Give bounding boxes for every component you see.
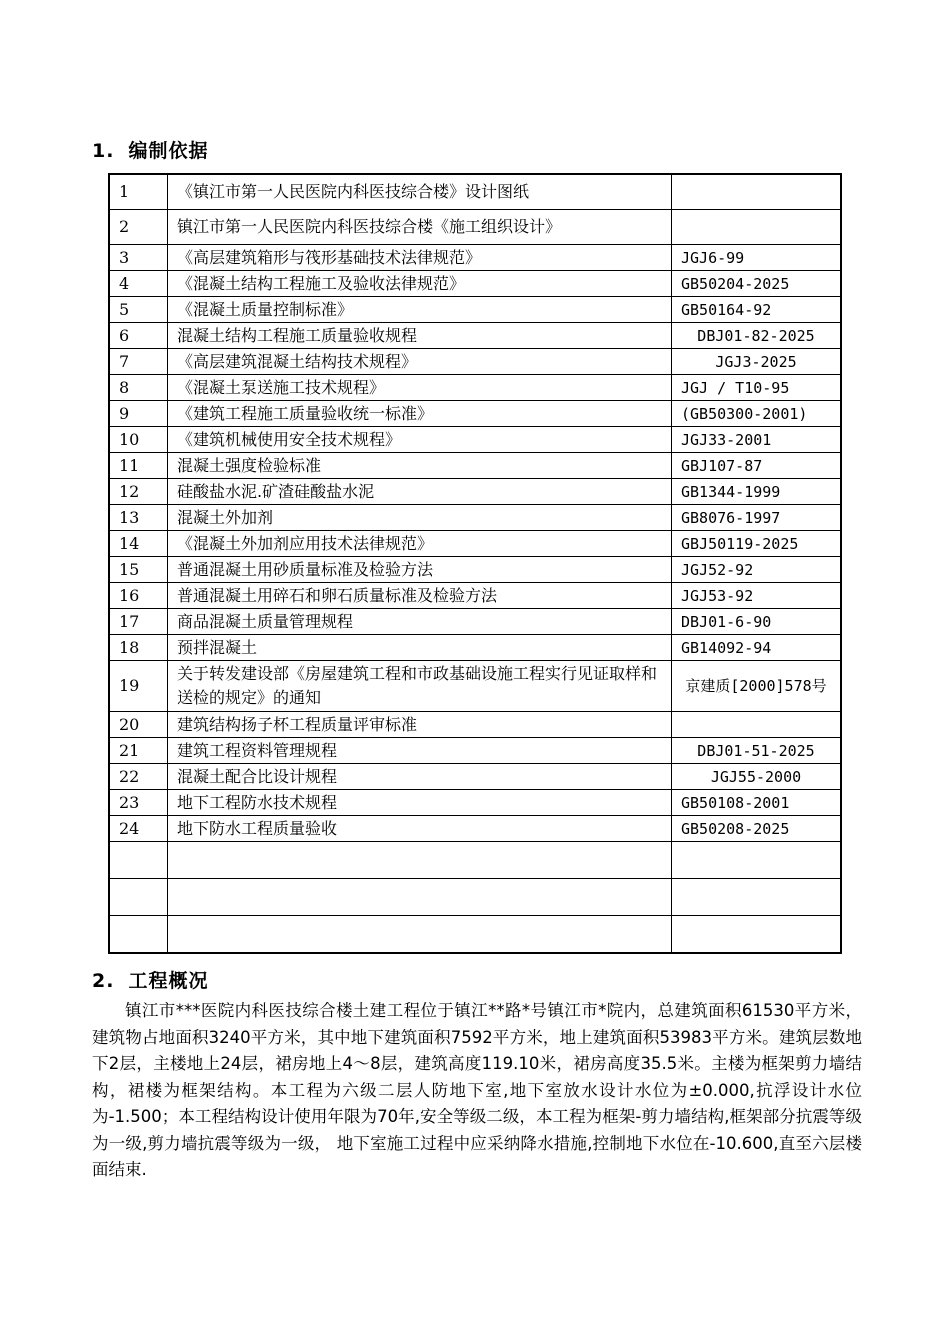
row-code: JGJ6-99: [672, 245, 842, 271]
row-code: GB1344-1999: [672, 479, 842, 505]
row-index: 6: [109, 323, 168, 349]
row-name: 建筑结构扬子杯工程质量评审标准: [168, 712, 672, 738]
empty-row: [109, 842, 841, 879]
table-row: [109, 349, 841, 375]
row-name: 混凝土配合比设计规程: [168, 764, 672, 790]
row-code: DBJ01-82-2025: [672, 323, 842, 349]
table-row: [109, 375, 841, 401]
row-index: 3: [109, 245, 168, 271]
row-name: 《建筑工程施工质量验收统一标准》: [168, 401, 672, 427]
section-number: 2.: [92, 970, 115, 992]
basis-table: [108, 173, 842, 954]
row-name: 普通混凝土用碎石和卵石质量标准及检验方法: [168, 583, 672, 609]
table-row: [109, 557, 841, 583]
row-code: GBJ107-87: [672, 453, 842, 479]
row-index: 24: [109, 816, 168, 842]
row-code: (GB50300-2001): [672, 401, 842, 427]
section-number: 1.: [92, 140, 115, 162]
table-row: [109, 816, 841, 842]
table-row: [109, 479, 841, 505]
row-code: GB50208-2025: [672, 816, 842, 842]
row-name: 预拌混凝土: [168, 635, 672, 661]
row-code: GB8076-1997: [672, 505, 842, 531]
table-row: [109, 245, 841, 271]
table-row: [109, 738, 841, 764]
row-index: 20: [109, 712, 168, 738]
row-code: GB50204-2025: [672, 271, 842, 297]
row-name: 镇江市第一人民医院内科医技综合楼《施工组织设计》: [168, 210, 672, 245]
section-title: 工程概况: [128, 970, 209, 992]
row-name: 地下工程防水技术规程: [168, 790, 672, 816]
row-name: 关于转发建设部《房屋建筑工程和市政基础设施工程实行见证取样和送检的规定》的通知: [168, 661, 672, 712]
row-code: DBJ01-51-2025: [672, 738, 842, 764]
row-name: 《混凝土泵送施工技术规程》: [168, 375, 672, 401]
empty-row: [109, 879, 841, 916]
table-row: [109, 271, 841, 297]
row-index: 21: [109, 738, 168, 764]
row-code: GB50164-92: [672, 297, 842, 323]
row-index: 23: [109, 790, 168, 816]
table-row: [109, 790, 841, 816]
row-code: JGJ52-92: [672, 557, 842, 583]
row-name: 混凝土结构工程施工质量验收规程: [168, 323, 672, 349]
overview-paragraph: 镇江市***医院内科医技综合楼土建工程位于镇江**路*号镇江市*院内，总建筑面积61530平方米，建筑物占地面积3240平方米，其中地下建筑面积7592平方米，地上建筑面积53983平方米。建筑层数地下2层，主楼地上24层，裙房地上4～8层，建筑高度119.10米，裙房高度35.5米。主楼为框架剪力墙结构，裙楼为框架结构。本工程为六级二层人防地下室,地下室放水设计水位为±0.000,抗浮设计水位为-1.500；本工程结构设计使用年限为70年,安全等级二级，本工程为框架-剪力墙结构,框架部分抗震等级为一级,剪力墙抗震等级为一级， 地下室施工过程中应采纳降水措施,控制地下水位在-10.600,直至六层楼面结束.: [92, 1001, 862, 1179]
row-index: 17: [109, 609, 168, 635]
table-row: [109, 609, 841, 635]
row-code: JGJ3-2025: [672, 349, 842, 375]
row-index: 16: [109, 583, 168, 609]
row-index: 14: [109, 531, 168, 557]
row-name: 建筑工程资料管理规程: [168, 738, 672, 764]
row-index: 1: [109, 174, 168, 210]
empty-cell: [109, 842, 168, 879]
empty-cell: [672, 879, 842, 916]
row-name: 混凝土强度检验标准: [168, 453, 672, 479]
table-row: [109, 583, 841, 609]
row-code: 京建质[2000]578号: [672, 661, 842, 712]
row-index: 13: [109, 505, 168, 531]
row-index: 18: [109, 635, 168, 661]
row-index: 10: [109, 427, 168, 453]
row-index: 7: [109, 349, 168, 375]
table-row: [109, 712, 841, 738]
section-heading-overview: [92, 966, 208, 993]
row-code: DBJ01-6-90: [672, 609, 842, 635]
table-row: [109, 427, 841, 453]
row-name: 《镇江市第一人民医院内科医技综合楼》设计图纸: [168, 174, 672, 210]
table-row: [109, 505, 841, 531]
row-name: 《混凝土质量控制标准》: [168, 297, 672, 323]
table-row: [109, 661, 841, 712]
table-row: [109, 453, 841, 479]
row-index: 19: [109, 661, 168, 712]
row-index: 12: [109, 479, 168, 505]
row-name: 《混凝土外加剂应用技术法律规范》: [168, 531, 672, 557]
row-code: JGJ53-92: [672, 583, 842, 609]
section-heading-basis: [92, 136, 208, 163]
row-index: 11: [109, 453, 168, 479]
empty-cell: [168, 842, 672, 879]
row-code: GB50108-2001: [672, 790, 842, 816]
row-name: 混凝土外加剂: [168, 505, 672, 531]
row-index: 9: [109, 401, 168, 427]
row-name: 《高层建筑箱形与筏形基础技术法律规范》: [168, 245, 672, 271]
row-name: 《建筑机械使用安全技术规程》: [168, 427, 672, 453]
row-code: JGJ33-2001: [672, 427, 842, 453]
row-code: [672, 712, 842, 738]
empty-cell: [109, 916, 168, 954]
section-title: 编制依据: [128, 140, 209, 162]
empty-cell: [109, 879, 168, 916]
empty-cell: [168, 879, 672, 916]
table-row: [109, 531, 841, 557]
row-code: [672, 174, 842, 210]
row-code: JGJ / T10-95: [672, 375, 842, 401]
row-code: GB14092-94: [672, 635, 842, 661]
row-code: [672, 210, 842, 245]
row-index: 8: [109, 375, 168, 401]
table-row: [109, 323, 841, 349]
empty-cell: [672, 842, 842, 879]
table-row: [109, 297, 841, 323]
row-index: 15: [109, 557, 168, 583]
table-row: [109, 174, 841, 210]
row-name: 普通混凝土用砂质量标准及检验方法: [168, 557, 672, 583]
row-name: 《混凝土结构工程施工及验收法律规范》: [168, 271, 672, 297]
empty-cell: [168, 916, 672, 954]
row-index: 2: [109, 210, 168, 245]
row-name: 地下防水工程质量验收: [168, 816, 672, 842]
row-code: GBJ50119-2025: [672, 531, 842, 557]
basis-table-body: [109, 174, 841, 953]
row-name: 商品混凝土质量管理规程: [168, 609, 672, 635]
table-row: [109, 210, 841, 245]
table-row: [109, 635, 841, 661]
row-name: 硅酸盐水泥.矿渣硅酸盐水泥: [168, 479, 672, 505]
empty-row: [109, 916, 841, 954]
table-row: [109, 401, 841, 427]
row-index: 22: [109, 764, 168, 790]
row-index: 5: [109, 297, 168, 323]
table-row: [109, 764, 841, 790]
row-index: 4: [109, 271, 168, 297]
row-code: JGJ55-2000: [672, 764, 842, 790]
empty-cell: [672, 916, 842, 954]
row-name: 《高层建筑混凝土结构技术规程》: [168, 349, 672, 375]
